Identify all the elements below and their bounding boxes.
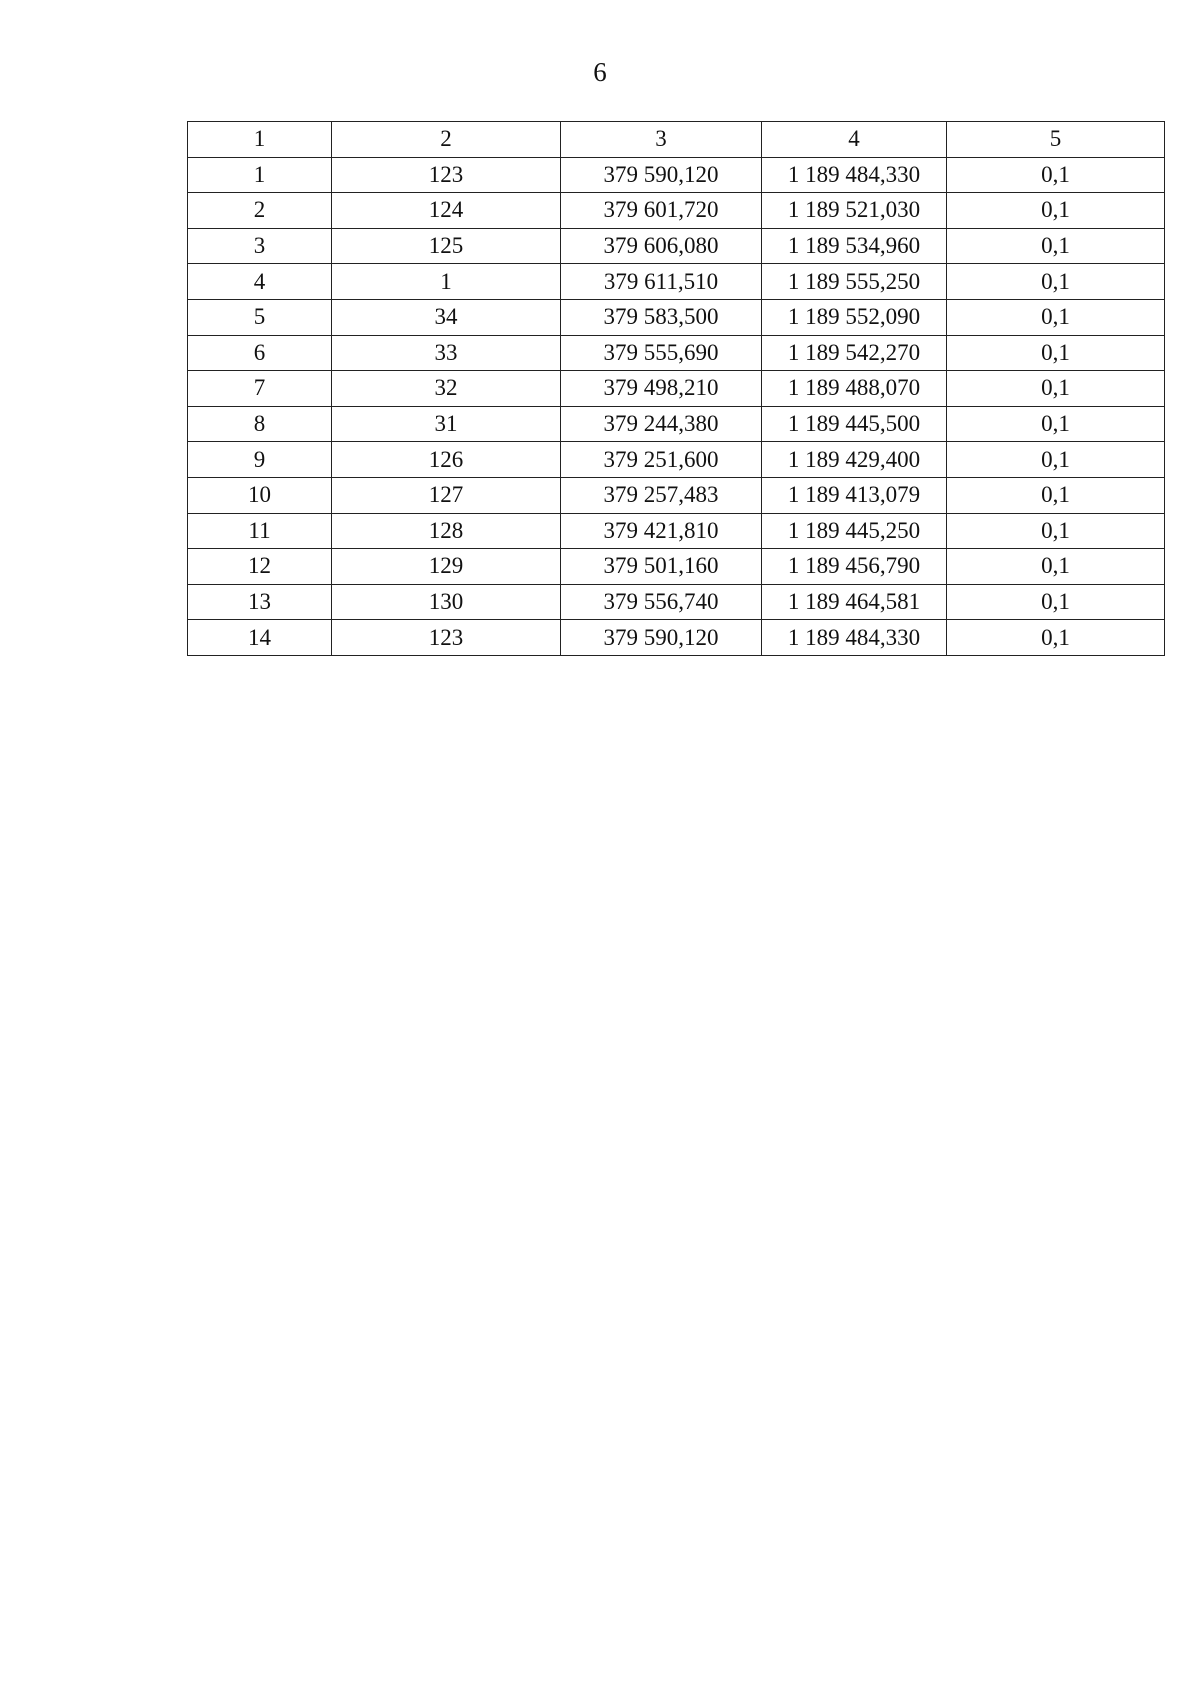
cell-point-number: 33 (332, 335, 561, 371)
column-header: 1 (188, 122, 332, 158)
cell-coordinate-y: 1 189 429,400 (762, 442, 947, 478)
column-header: 3 (561, 122, 762, 158)
cell-row-number: 2 (188, 193, 332, 229)
cell-accuracy: 0,1 (947, 157, 1165, 193)
cell-row-number: 9 (188, 442, 332, 478)
table-row (188, 371, 1165, 407)
cell-coordinate-y: 1 189 534,960 (762, 228, 947, 264)
column-header: 4 (762, 122, 947, 158)
cell-accuracy: 0,1 (947, 193, 1165, 229)
table-row (188, 442, 1165, 478)
cell-accuracy: 0,1 (947, 477, 1165, 513)
cell-row-number: 5 (188, 299, 332, 335)
table-row (188, 584, 1165, 620)
cell-accuracy: 0,1 (947, 442, 1165, 478)
cell-coordinate-y: 1 189 445,500 (762, 406, 947, 442)
column-header: 5 (947, 122, 1165, 158)
cell-coordinate-y: 1 189 542,270 (762, 335, 947, 371)
cell-accuracy: 0,1 (947, 299, 1165, 335)
cell-accuracy: 0,1 (947, 406, 1165, 442)
cell-coordinate-x: 379 501,160 (561, 549, 762, 585)
cell-accuracy: 0,1 (947, 513, 1165, 549)
cell-coordinate-x: 379 583,500 (561, 299, 762, 335)
cell-row-number: 4 (188, 264, 332, 300)
cell-accuracy: 0,1 (947, 371, 1165, 407)
cell-row-number: 8 (188, 406, 332, 442)
cell-coordinate-x: 379 601,720 (561, 193, 762, 229)
cell-coordinate-x: 379 251,600 (561, 442, 762, 478)
page-number: 6 (593, 57, 607, 87)
cell-row-number: 3 (188, 228, 332, 264)
cell-row-number: 1 (188, 157, 332, 193)
cell-point-number: 34 (332, 299, 561, 335)
cell-coordinate-x: 379 606,080 (561, 228, 762, 264)
cell-row-number: 14 (188, 620, 332, 656)
table-row (188, 228, 1165, 264)
cell-coordinate-y: 1 189 445,250 (762, 513, 947, 549)
cell-point-number: 124 (332, 193, 561, 229)
cell-coordinate-y: 1 189 484,330 (762, 620, 947, 656)
cell-point-number: 32 (332, 371, 561, 407)
cell-coordinate-y: 1 189 521,030 (762, 193, 947, 229)
table-row (188, 549, 1165, 585)
table-body (188, 157, 1165, 655)
table-header (188, 122, 1165, 158)
cell-coordinate-x: 379 244,380 (561, 406, 762, 442)
table-row (188, 406, 1165, 442)
table-row (188, 477, 1165, 513)
cell-coordinate-y: 1 189 488,070 (762, 371, 947, 407)
cell-row-number: 12 (188, 549, 332, 585)
cell-accuracy: 0,1 (947, 264, 1165, 300)
cell-row-number: 13 (188, 584, 332, 620)
cell-point-number: 123 (332, 620, 561, 656)
cell-coordinate-y: 1 189 413,079 (762, 477, 947, 513)
cell-accuracy: 0,1 (947, 228, 1165, 264)
cell-coordinate-y: 1 189 555,250 (762, 264, 947, 300)
table-row (188, 335, 1165, 371)
cell-point-number: 129 (332, 549, 561, 585)
cell-coordinate-y: 1 189 456,790 (762, 549, 947, 585)
cell-coordinate-x: 379 498,210 (561, 371, 762, 407)
cell-point-number: 31 (332, 406, 561, 442)
cell-accuracy: 0,1 (947, 620, 1165, 656)
cell-coordinate-x: 379 556,740 (561, 584, 762, 620)
cell-row-number: 6 (188, 335, 332, 371)
cell-coordinate-x: 379 590,120 (561, 157, 762, 193)
cell-accuracy: 0,1 (947, 584, 1165, 620)
cell-coordinate-x: 379 421,810 (561, 513, 762, 549)
table-row (188, 264, 1165, 300)
table-row (188, 157, 1165, 193)
table-row (188, 299, 1165, 335)
cell-point-number: 126 (332, 442, 561, 478)
table-row (188, 513, 1165, 549)
cell-row-number: 7 (188, 371, 332, 407)
cell-point-number: 127 (332, 477, 561, 513)
coordinates-table (187, 121, 1165, 656)
cell-row-number: 10 (188, 477, 332, 513)
cell-coordinate-y: 1 189 552,090 (762, 299, 947, 335)
column-header: 2 (332, 122, 561, 158)
cell-coordinate-y: 1 189 464,581 (762, 584, 947, 620)
cell-row-number: 11 (188, 513, 332, 549)
cell-point-number: 128 (332, 513, 561, 549)
cell-coordinate-x: 379 590,120 (561, 620, 762, 656)
table-row (188, 193, 1165, 229)
cell-coordinate-x: 379 555,690 (561, 335, 762, 371)
table-row (188, 620, 1165, 656)
cell-point-number: 1 (332, 264, 561, 300)
cell-point-number: 130 (332, 584, 561, 620)
header-row (188, 122, 1165, 158)
cell-accuracy: 0,1 (947, 549, 1165, 585)
cell-point-number: 123 (332, 157, 561, 193)
cell-point-number: 125 (332, 228, 561, 264)
cell-coordinate-y: 1 189 484,330 (762, 157, 947, 193)
cell-coordinate-x: 379 611,510 (561, 264, 762, 300)
cell-coordinate-x: 379 257,483 (561, 477, 762, 513)
cell-accuracy: 0,1 (947, 335, 1165, 371)
